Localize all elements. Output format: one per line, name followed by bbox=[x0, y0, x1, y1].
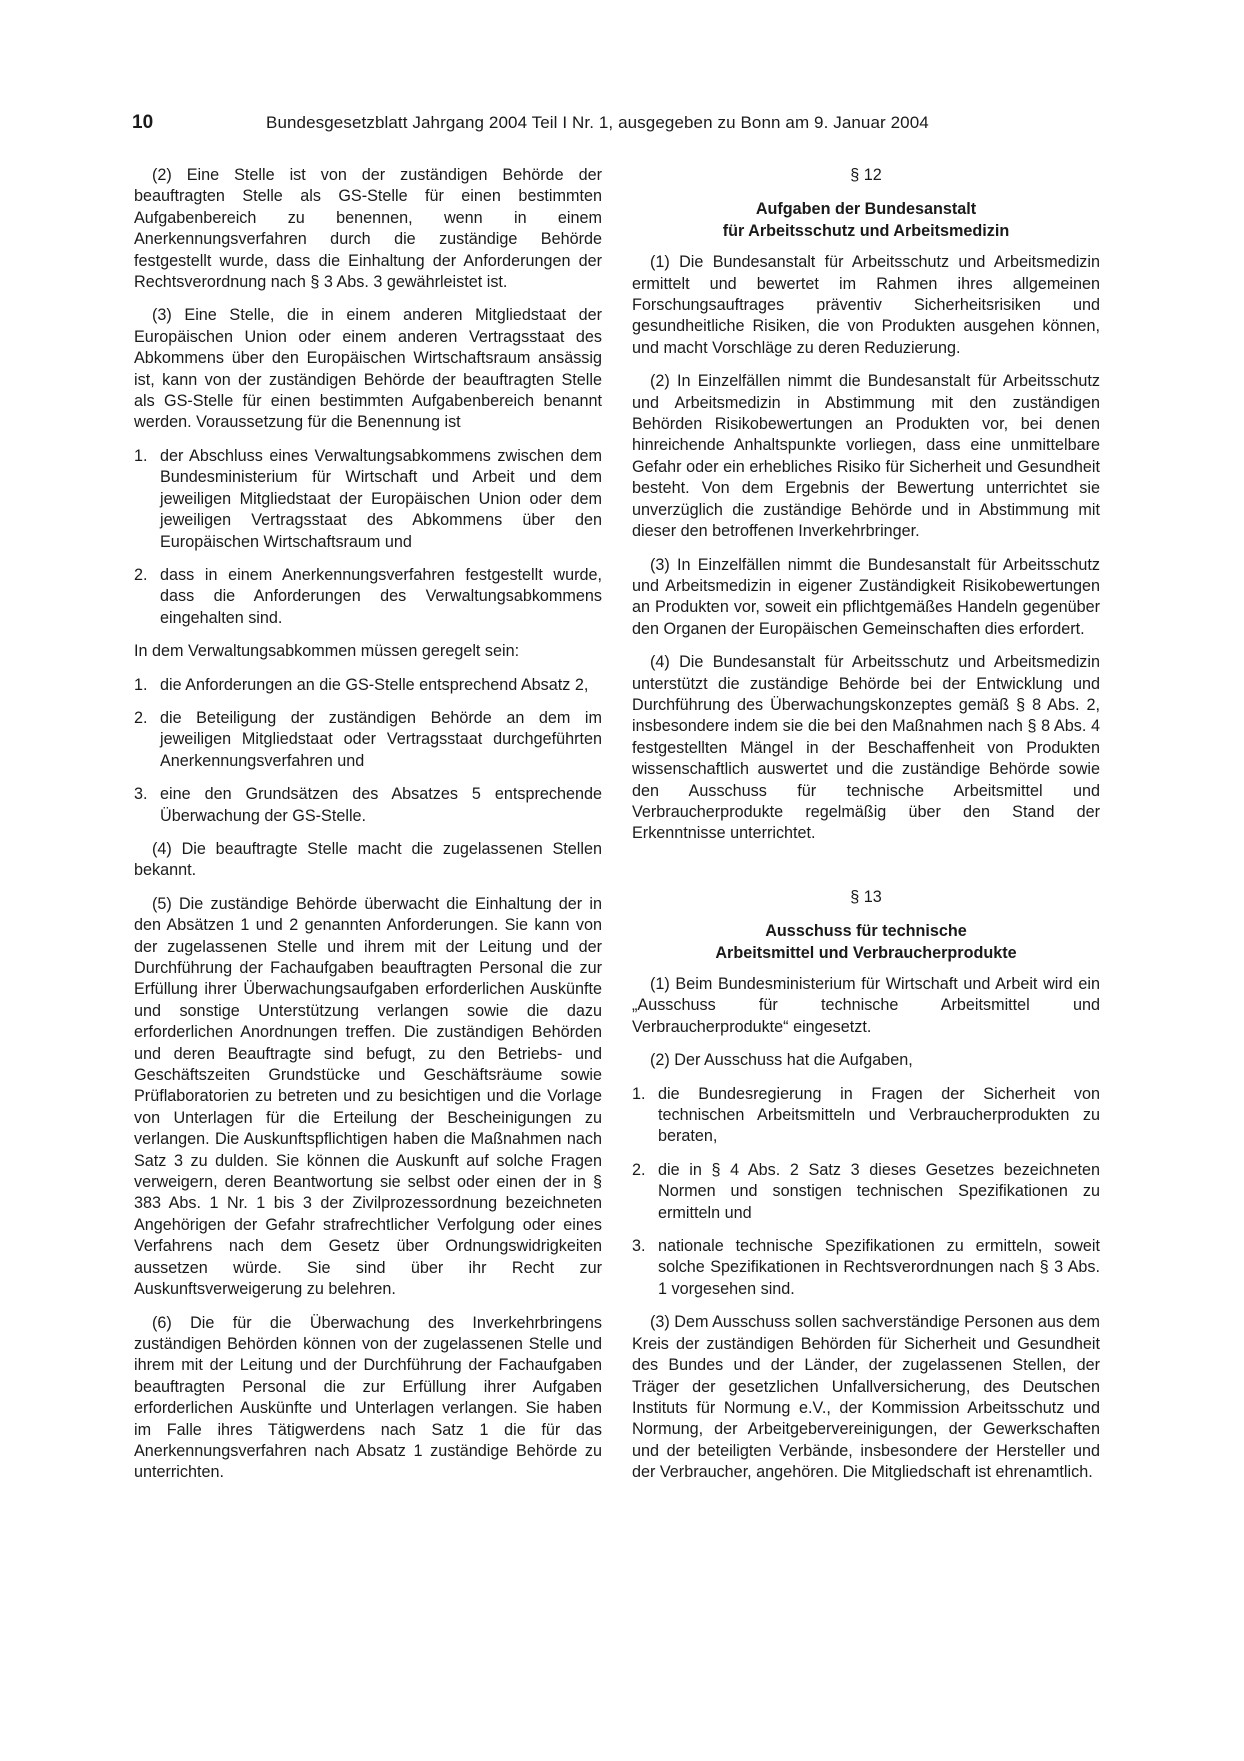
list-item-number: 2. bbox=[134, 565, 148, 584]
list-item-text: die in § 4 Abs. 2 Satz 3 dieses Gesetzes bezeichneten Normen und sonstigen technischen Spezifikationen zu ermitteln und bbox=[658, 1160, 1100, 1222]
section-13-title bbox=[632, 921, 1100, 964]
list-item-text: die Beteiligung der zuständigen Behörde an dem im jeweiligen Mitgliedstaat oder Vertragsstaat durchgeführten Anerkennungsverfahren und bbox=[160, 708, 602, 770]
page-number: 10 bbox=[132, 112, 154, 133]
section-12-title bbox=[632, 199, 1100, 242]
section-13-title-line-1: Ausschuss für technische bbox=[765, 922, 967, 941]
prerequisites-list bbox=[134, 446, 602, 629]
right-column bbox=[632, 165, 1100, 1496]
section-12-paragraph-3: (3) In Einzelfällen nimmt die Bundesanstalt für Arbeitsschutz und Arbeitsmedizin in eigener Zuständigkeit Risikobewertungen an Produkten vor, soweit ein pflichtgemäßes Handeln gegenüber den Organen der Europäischen Gemeinschaften dies erfordert. bbox=[632, 555, 1100, 638]
list-item-text: die Anforderungen an die GS-Stelle entsprechend Absatz 2, bbox=[160, 675, 589, 694]
paragraph-2: (2) Eine Stelle ist von der zuständigen Behörde der beauftragten Stelle als GS-Stelle für einen bestimmten Aufgabenbereich zu benennen, wenn in einem Anerkennungsverfahren durch die zuständige Behörde festgestellt wurde, dass die Einhaltung der Anforderungen der Rechtsverordnung nach § 3 Abs. 3 gewährleistet ist. bbox=[134, 166, 602, 292]
section-spacer bbox=[632, 857, 1100, 887]
section-12-paragraph-4: (4) Die Bundesanstalt für Arbeitsschutz und Arbeitsmedizin unterstützt die zuständige Behörde bei der Entwicklung und Durchführung des Überwachungskonzeptes gemäß § 8 Abs. 2, insbesondere indem sie die bei den Maßnahmen nach § 8 Abs. 4 festgestellten Mängel in der Beschaffenheit von Produkten wissenschaftlich auswertet und die zuständige Behörde sowie den Ausschuss für technische Arbeitsmittel und Verbraucherprodukte regelmäßig über den Stand der Erkenntnisse unterrichtet. bbox=[632, 653, 1100, 843]
section-13-paragraph-1: (1) Beim Bundesministerium für Wirtschaft und Arbeit wird ein „Ausschuss für technische Arbeitsmittel und Verbraucherprodukte“ eingesetzt. bbox=[632, 975, 1100, 1036]
list-item bbox=[632, 1236, 1100, 1300]
paragraph-6: (6) Die für die Überwachung des Inverkehrbringens zuständigen Behörden können von der zugelassenen Stelle und ihrem mit der Leitung und der Durchführung der Fachaufgaben beauftragten Personal die zur Erfüllung ihrer Aufgaben erforderlichen Auskünfte und Unterlagen verlangen. Sie haben im Falle ihres Tätigwerdens nach Satz 1 die für das Anerkennungsverfahren nach Absatz 1 zuständige Behörde zu unterrichten. bbox=[134, 1313, 602, 1482]
section-12-paragraph-2: (2) In Einzelfällen nimmt die Bundesanstalt für Arbeitsschutz und Arbeitsmedizin in Abstimmung mit den zuständigen Behörden Risikobewertungen an Produkten vor, bei denen hinreichende Anhaltspunkte vorliegen, dass eine unmittelbare Gefahr oder ein erhebliches Risiko für Sicherheit und Gesundheit besteht. Von dem Ergebnis der Bewertung unterrichtet sie unverzüglich die zuständige Behörde und in Abstimmung mit dieser den betroffenen Inverkehrbringer. bbox=[632, 372, 1100, 541]
list-item-number: 3. bbox=[632, 1237, 646, 1256]
running-title: Bundesgesetzblatt Jahrgang 2004 Teil I Nr. 1, ausgegeben zu Bonn am 9. Januar 2004 bbox=[266, 113, 929, 132]
section-13-title-line-2: Arbeitsmittel und Verbraucherprodukte bbox=[715, 943, 1017, 962]
list-item bbox=[134, 565, 602, 629]
section-12-paragraph-1: (1) Die Bundesanstalt für Arbeitsschutz und Arbeitsmedizin ermittelt und bewertet im Rahmen ihres allgemeinen Forschungsauftrages präventiv Sicherheitsrisiken und gesundheitliche Risiken, die von Produkten ausgehen können, und macht Vorschläge zu deren Reduzierung. bbox=[632, 253, 1100, 357]
list-item-text: dass in einem Anerkennungsverfahren festgestellt wurde, dass die Anforderungen des Verwaltungsabkommens eingehalten sind. bbox=[160, 565, 602, 627]
section-13-paragraph-3: (3) Dem Ausschuss sollen sachverständige Personen aus dem Kreis der zuständigen Behörden für Sicherheit und Gesundheit des Bundes und der Länder, der zugelassenen Stellen, der Träger der gesetzlichen Unfallversicherung, des Deutschen Instituts für Normung e.V., der Kommission Arbeitsschutz und Normung, der Arbeitgebervereinigungen, der Gewerkschaften und der beteiligten Verbände, insbesondere der Hersteller und der Verbraucher, angehören. Die Mitgliedschaft ist ehrenamtlich. bbox=[632, 1313, 1100, 1482]
list-item bbox=[134, 446, 602, 553]
paragraph-3: (3) Eine Stelle, die in einem anderen Mitgliedstaat der Europäischen Union oder einem anderen Vertragsstaat des Abkommens über den Europäischen Wirtschaftsraum ansässig ist, kann von der zuständigen Behörde der beauftragten Stelle als GS-Stelle für einen bestimmten Aufgabenbereich benannt werden. Voraussetzung für die Benennung ist bbox=[134, 306, 602, 432]
list-item bbox=[134, 675, 602, 696]
agreement-list bbox=[134, 675, 602, 827]
committee-tasks-list bbox=[632, 1084, 1100, 1301]
list-item bbox=[632, 1084, 1100, 1148]
list-item-number: 2. bbox=[134, 708, 148, 727]
list-item-text: die Bundesregierung in Fragen der Sicherheit von technischen Arbeitsmitteln und Verbraucherprodukten zu beraten, bbox=[658, 1084, 1100, 1146]
list-item-number: 3. bbox=[134, 785, 148, 804]
agreement-intro: In dem Verwaltungsabkommen müssen geregelt sein: bbox=[134, 642, 520, 661]
list-item-number: 2. bbox=[632, 1160, 646, 1179]
left-column bbox=[134, 165, 602, 1496]
list-item-number: 1. bbox=[134, 675, 148, 694]
list-item bbox=[134, 708, 602, 772]
list-item-text: der Abschluss eines Verwaltungsabkommens zwischen dem Bundesministerium für Wirtschaft und Arbeit und dem jeweiligen Mitgliedstaat der Europäischen Union oder dem jeweiligen Vertragsstaat des Abkommens über den Europäischen Wirtschaftsraum und bbox=[160, 446, 602, 551]
list-item-number: 1. bbox=[632, 1084, 646, 1103]
section-12-title-line-2: für Arbeitsschutz und Arbeitsmedizin bbox=[722, 221, 1010, 240]
section-12-title-line-1: Aufgaben der Bundesanstalt bbox=[755, 200, 977, 219]
list-item-text: eine den Grundsätzen des Absatzes 5 entsprechende Überwachung der GS-Stelle. bbox=[160, 785, 602, 825]
list-item bbox=[134, 784, 602, 827]
section-13-paragraph-2: (2) Der Ausschuss hat die Aufgaben, bbox=[650, 1051, 913, 1070]
paragraph-5: (5) Die zuständige Behörde überwacht die Einhaltung der in den Absätzen 1 und 2 genannten Anforderungen. Sie kann von der zugelassenen Stelle und ihrem mit der Leitung und der Durchführung der Fachaufgaben beauftragten Personal die zur Erfüllung ihrer Überwachungsaufgaben erforderlichen Auskünfte und sonstige Unterstützung verlangen sowie die dazu erforderlichen Anordnungen treffen. Die zuständigen Behörden und deren Beauftragte sind befugt, zu den Betriebs- und Geschäftszeiten Grundstücke und Geschäftsräume sowie Prüflaboratorien zu betreten und zu besichtigen und die Vorlage von Unterlagen für die Erteilung der Bescheinigungen zu verlangen. Die Auskunftspflichtigen haben die Maßnahmen nach Satz 3 zu dulden. Sie können die Auskunft auf solche Fragen verweigern, deren Beantwortung sie selbst oder einen der in § 383 Abs. 1 Nr. 1 bis 3 der Zivilprozessordnung bezeichneten Angehörigen der Gefahr strafrechtlicher Verfolgung oder eines Verfahrens nach dem Gesetz über Ordnungswidrigkeiten aussetzen würde. Sie sind über ihr Recht zur Auskunftsverweigerung zu belehren. bbox=[134, 894, 602, 1299]
list-item-text: nationale technische Spezifikationen zu ermitteln, soweit solche Spezifikationen in Rechtsverordnungen nach § 3 Abs. 1 vorgesehen sind. bbox=[658, 1237, 1100, 1298]
list-item bbox=[632, 1160, 1100, 1224]
section-12-number: § 12 bbox=[850, 166, 882, 184]
section-13-number: § 13 bbox=[850, 887, 882, 906]
paragraph-4: (4) Die beauftragte Stelle macht die zugelassenen Stellen bekannt. bbox=[134, 839, 602, 880]
page-header bbox=[132, 112, 1112, 134]
list-item-number: 1. bbox=[134, 446, 148, 465]
